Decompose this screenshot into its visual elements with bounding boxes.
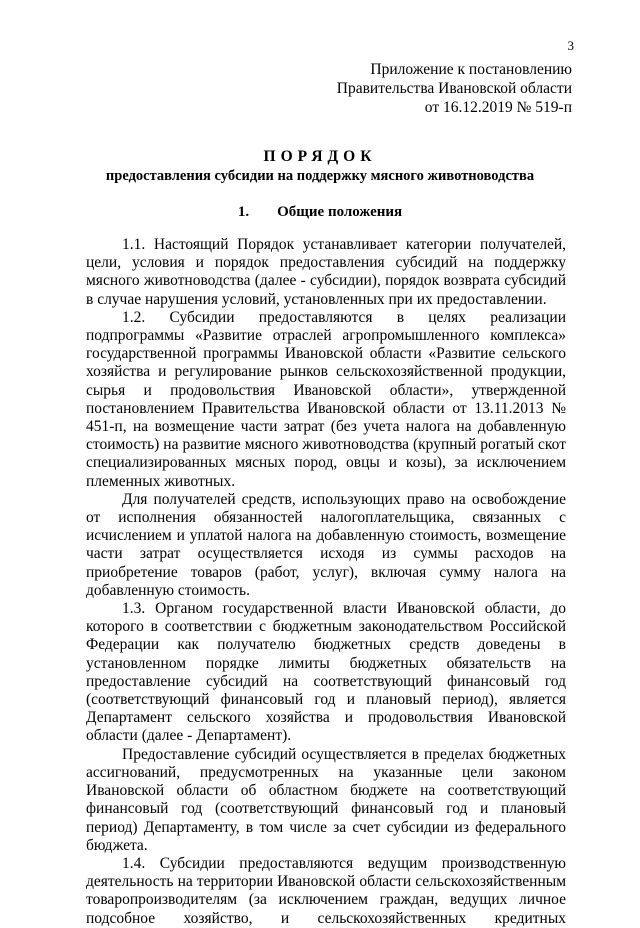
section-title: Общие положения	[277, 204, 403, 220]
paragraph-1-3: 1.3. Органом государственной власти Ивановской области, до которого в соответствии с бюджетным законодательством Российской Федерации как получателю бюджетных средств доведены в установленном порядке лимиты бюджетных обязательств на предоставление субсидий на соответствующий финансовый год (соответствующий финансовый год и плановый период), является Департамент сельского хозяйства и продовольствия Ивановской области (далее - Департамент).	[86, 600, 566, 745]
appendix-line-2: Правительства Ивановской области	[336, 80, 572, 97]
section-number: 1.	[237, 204, 250, 220]
page-number: 3	[567, 38, 574, 53]
paragraph-1-4: 1.4. Субсидии предоставляются ведущим производственную деятельность на территории Ивановской области сельскохозяйственным товаропроизводителям (за исключением граждан, ведущих личное подсобное хозяйство, и сельскохозяйственных кредитных	[86, 854, 566, 927]
document-title: ПОРЯДОК	[263, 148, 377, 165]
paragraph-1-2-cont: Для получателей средств, использующих право на освобождение от исполнения обязанностей налогоплательщика, связанных с исчислением и уплатой налога на добавленную стоимость, возмещение части затрат осуществляется исходя из суммы расходов на приобретение товаров (работ, услуг), включая сумму налога на добавленную стоимость.	[86, 490, 566, 599]
document-body	[86, 236, 566, 928]
paragraph-1-2: 1.2. Субсидии предоставляются в целях реализации подпрограммы «Развитие отраслей агропромышленного комплекса» государственной программы Ивановской области «Развитие сельского хозяйства и регулирование рынков сельскохозяйственной продукции, сырья и продовольствия Ивановской области», утвержденной постановлением Правительства Ивановской области от 13.11.2013 № 451-п, на возмещение части затрат (без учета налога на добавленную стоимость) на развитие мясного животноводства (крупный рогатый скот специализированных мясных пород, овцы и козы), за исключением племенных животных.	[86, 308, 566, 490]
document-subtitle: предоставления субсидии на поддержку мясного животноводства	[105, 168, 535, 184]
paragraph-1-1: 1.1. Настоящий Порядок устанавливает категории получателей, цели, условия и порядок предоставления субсидий на поддержку мясного животноводства (далее - субсидии), порядок возврата субсидий в случае нарушения условий, установленных при их предоставлении.	[86, 236, 566, 308]
paragraph-1-3-cont: Предоставление субсидий осуществляется в пределах бюджетных ассигнований, предусмотренных на указанные цели законом Ивановской области об областном бюджете на соответствующий финансовый год (соответствующий финансовый год и плановый период) Департаменту, в том числе за счет субсидии из федерального бюджета.	[86, 745, 566, 854]
appendix-line-3: от 16.12.2019 № 519-п	[424, 99, 572, 116]
appendix-note	[337, 60, 572, 117]
appendix-line-1: Приложение к постановлению	[370, 61, 572, 78]
section-heading	[0, 204, 640, 221]
